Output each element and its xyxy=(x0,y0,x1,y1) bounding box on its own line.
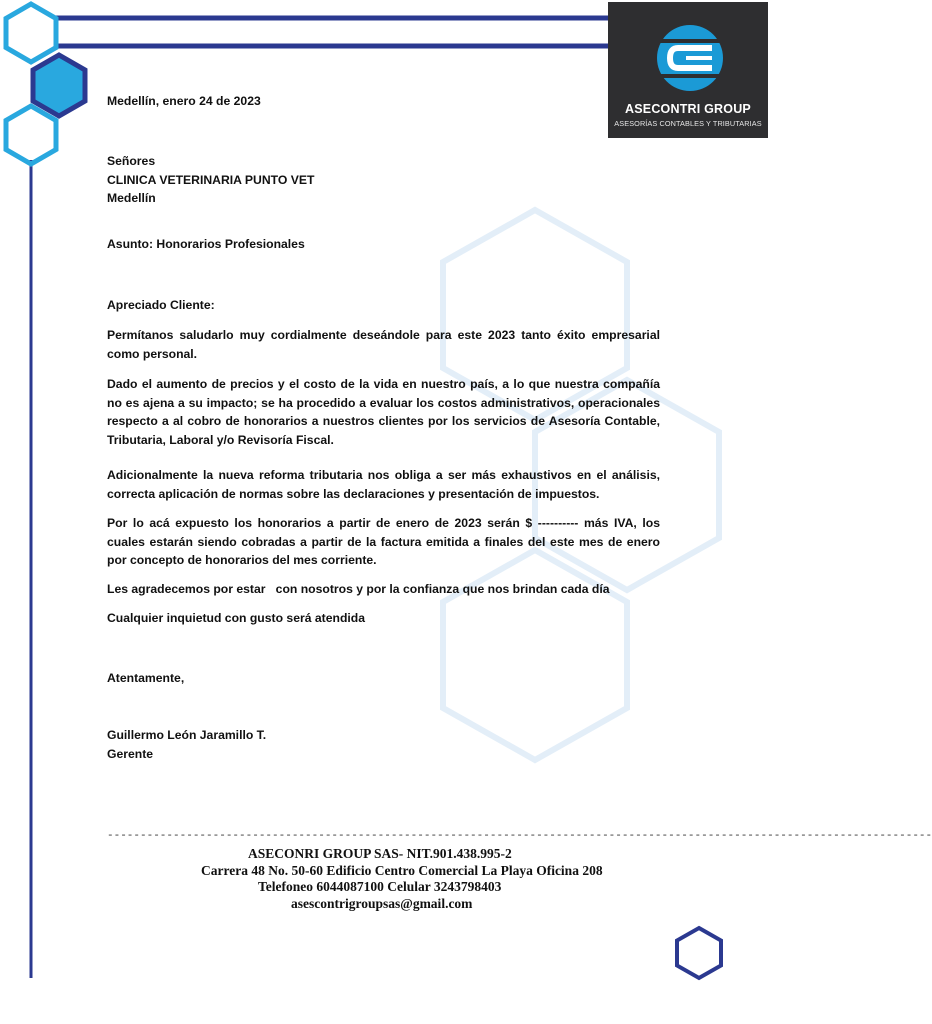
recipient-block xyxy=(107,152,660,208)
asecontri-logo-icon xyxy=(656,22,724,94)
footer-email: asescontrigroupsas@gmail.com xyxy=(291,896,473,911)
footer-address: Carrera 48 No. 50-60 Edificio Centro Comercial La Playa Oficina 208 xyxy=(201,863,603,878)
greeting: Apreciado Cliente: xyxy=(107,298,215,312)
hexagon-icon xyxy=(6,4,56,62)
footer-company: ASECONRI GROUP SAS- NIT.901.438.995-2 xyxy=(248,846,512,861)
signature-block xyxy=(107,726,660,763)
subject-text: Honorarios Profesionales xyxy=(156,237,305,251)
recipient-title: Señores xyxy=(107,154,156,168)
paragraph-3: Adicionalmente la nueva reforma tributaria nos obliga a ser más exhaustivos en el análisis, correcta aplicación de normas sobre las declaraciones y presentación de impuestos. xyxy=(107,468,660,501)
logo-tagline: ASESORÍAS CONTABLES Y TRIBUTARIAS xyxy=(614,119,762,128)
paragraph-4-start: Por lo acá expuesto los honorarios a partir de enero de 2023 serán xyxy=(107,516,526,530)
date-line: Medellín, enero 24 de 2023 xyxy=(107,94,261,108)
paragraph-4 xyxy=(107,514,660,570)
logo-brand-name: ASECONTRI GROUP xyxy=(625,102,751,116)
footer-phone: Telefoneo 6044087100 Celular 3243798403 xyxy=(258,879,502,894)
paragraph-2: Dado el aumento de precios y el costo de la vida en nuestro país, a lo que nuestra compañía no es ajena a su impacto; se ha procedido a evaluar los costos administrativos, operacionales respecto a al cobro de honorarios a nuestros clientes por los servicios de Asesoría Contable, Tributaria, Laboral y/o Revisoría Fiscal. xyxy=(107,377,660,447)
paragraph-5: Les agradecemos por estar con nosotros y por la confianza que nos brindan cada día xyxy=(107,582,610,596)
footer-divider: ----------------------------------------------------------------------------------------------------------------------------- xyxy=(107,830,932,842)
signer-name: Guillermo León Jaramillo T. xyxy=(107,728,267,742)
signer-title: Gerente xyxy=(107,746,154,761)
subject-label: Asunto: xyxy=(107,237,157,251)
paragraph-4-end: , los cuales estarán siendo cobradas a partir de la factura emitida a finales del este mes de enero por concepto de honorarios del mes corriente. xyxy=(107,516,660,567)
subject-line xyxy=(107,235,660,254)
recipient-city: Medellín xyxy=(107,191,156,205)
company-logo xyxy=(608,2,768,138)
hexagon-icon xyxy=(33,55,85,116)
paragraph-1: Permítanos saludarlo muy cordialmente deseándole para este 2023 tanto éxito empresarial como personal. xyxy=(107,328,660,361)
hexagon-icon xyxy=(6,106,56,164)
hexagon-icon xyxy=(677,928,721,978)
paragraph-6: Cualquier inquietud con gusto será atendida xyxy=(107,611,365,625)
fee-amount: $ ---------- más IVA xyxy=(525,516,634,530)
recipient-company: CLINICA VETERINARIA PUNTO VET xyxy=(107,172,315,187)
closing: Atentamente, xyxy=(107,671,185,685)
